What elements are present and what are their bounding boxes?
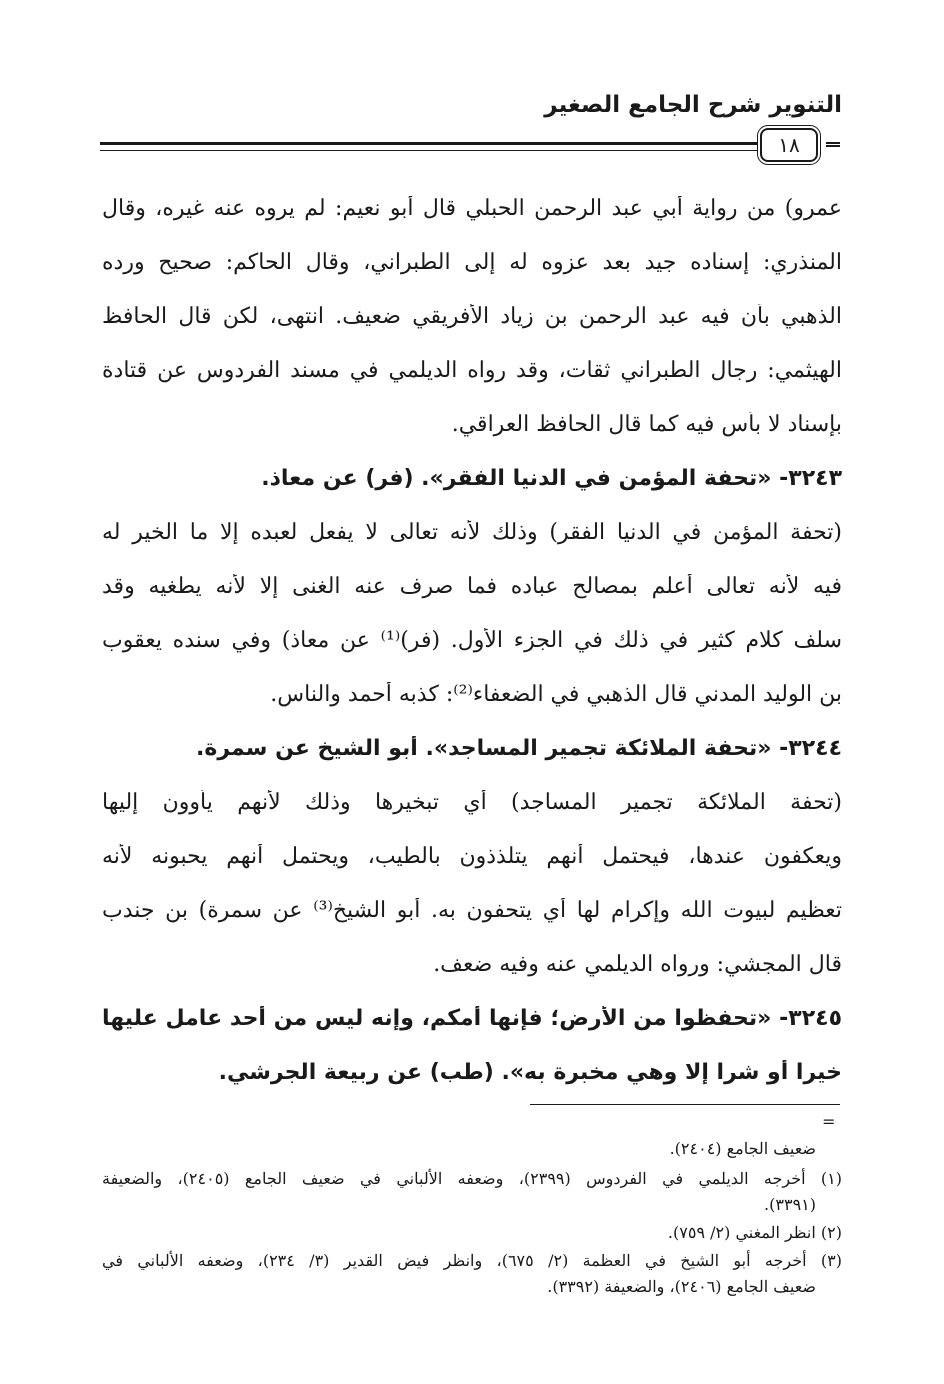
page-number	[760, 128, 818, 162]
running-header-title: التنوير شرح الجامع الصغير	[544, 92, 842, 118]
body-line: (تحفة الملائكة تجمير المساجد) أي تبخيرها وذلك لأنهم يأوون إليها	[102, 790, 842, 815]
body-line: الذهبي بأن فيه عبد الرحمن بن زياد الأفريقي ضعيف. انتهى، لكن قال الحافظ	[102, 304, 842, 329]
hadith-heading: خيرا أو شرا إلا وهي مخبرة به». (طب) عن ربيعة الجرشي.	[218, 1060, 842, 1085]
body-line: فيه لأنه تعالى أعلم بمصالح عباده فما صرف عنه الغنى إلا لأنه يطغيه وقد	[102, 574, 842, 599]
header-rule	[100, 142, 758, 151]
footnote-2: (٢) انظر المغني (٢/ ٧٥٩).	[667, 1223, 842, 1242]
body-line: تعظيم لبيوت الله وإكرام لها أي يتحفون به. أبو الشيخ⁽³⁾ عن سمرة) بن جندب	[102, 898, 842, 923]
footnote-continuation: ضعيف الجامع (٢٤٠٤).	[669, 1139, 816, 1158]
hadith-heading: ٣٢٤٥- «تحفظوا من الأرض؛ فإنها أمكم، وإنه ليس من أحد عامل عليها	[102, 1006, 842, 1031]
body-line: الهيثمي: رجال الطبراني ثقات، وقد رواه الديلمي في مسند الفردوس عن قتادة	[102, 358, 842, 383]
footnote-3: (٣) أخرجه أبو الشيخ في العظمة (٢/ ٦٧٥)، وانظر فيض القدير (٣/ ٢٣٤)، وضعفه الألباني في	[102, 1251, 842, 1270]
header-rule-end	[826, 142, 840, 147]
continuation-mark: =	[822, 1112, 836, 1131]
hadith-heading: ٣٢٤٣- «تحفة المؤمن في الدنيا الفقر». (فر) عن معاذ.	[261, 466, 842, 491]
body-line: المنذري: إسناده جيد بعد عزوه له إلى الطبراني، وقال الحاكم: صحيح ورده	[102, 250, 842, 275]
body-line: عمرو) من رواية أبي عبد الرحمن الحبلي قال أبو نعيم: لم يروه عنه غيره، وقال	[102, 196, 842, 221]
hadith-heading: ٣٢٤٤- «تحفة الملائكة تجمير المساجد». أبو الشيخ عن سمرة.	[196, 736, 842, 761]
body-line: (تحفة المؤمن في الدنيا الفقر) وذلك لأنه تعالى لا يفعل لعبده إلا ما الخير له	[102, 520, 842, 545]
page-number-text: ١٨	[778, 133, 800, 157]
footnote-1-cont: (٣٣٩١).	[764, 1195, 816, 1214]
body-line: سلف كلام كثير في ذلك في الجزء الأول. (فر)⁽¹⁾ عن معاذ) وفي سنده يعقوب	[102, 628, 842, 653]
footnote-separator	[530, 1104, 840, 1105]
body-line: بإسناد لا بأس فيه كما قال الحافظ العراقي.	[451, 412, 842, 437]
body-line: ويعكفون عندها، فيحتمل أنهم يتلذذون بالطيب، ويحتمل أنهم يحبونه لأنه	[102, 844, 842, 869]
footnote-3-cont: ضعيف الجامع (٢٤٠٦)، والضعيفة (٣٣٩٢).	[547, 1277, 816, 1296]
footnote-1: (١) أخرجه الديلمي في الفردوس (٢٣٩٩)، وضعفه الألباني في ضعيف الجامع (٢٤٠٥)، والضعيفة	[102, 1169, 842, 1188]
body-line: قال المجشي: ورواه الديلمي عنه وفيه ضعف.	[433, 952, 842, 977]
body-line: بن الوليد المدني قال الذهبي في الضعفاء⁽²⁾: كذبه أحمد والناس.	[270, 682, 842, 707]
